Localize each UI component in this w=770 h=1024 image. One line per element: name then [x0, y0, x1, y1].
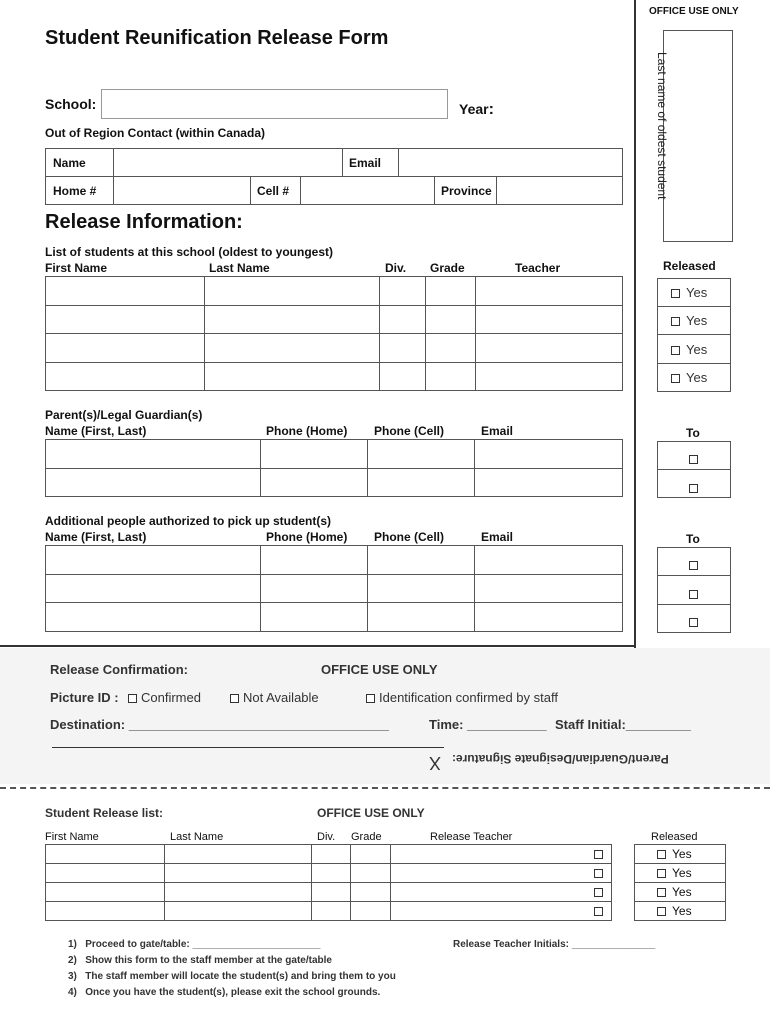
not-available-option[interactable]: Not Available [230, 690, 319, 705]
contact-province-input[interactable] [496, 176, 623, 205]
table-cell[interactable] [476, 306, 623, 334]
page-title: Student Reunification Release Form [45, 27, 389, 49]
office-use-only-header: OFFICE USE ONLY [649, 6, 739, 17]
students-header-teacher: Teacher [515, 261, 561, 275]
additional-header-cell: Phone (Cell) [374, 530, 445, 544]
table-row [46, 546, 623, 575]
cut-line [0, 787, 770, 789]
checkbox-icon [671, 374, 680, 383]
table-cell[interactable] [205, 277, 380, 306]
additional-header-name: Name (First, Last) [45, 530, 147, 544]
table-cell[interactable] [368, 575, 475, 603]
student-release-list-label: Student Release list: [45, 806, 164, 820]
office-divider-horizontal [0, 645, 636, 647]
checkbox-icon [689, 455, 698, 464]
table-cell[interactable] [475, 575, 623, 603]
checkbox-icon [594, 850, 603, 859]
table-cell[interactable] [312, 864, 351, 883]
table-cell[interactable] [46, 363, 205, 391]
table-cell[interactable] [312, 845, 351, 864]
table-cell[interactable] [351, 883, 391, 902]
contact-province-label: Province [441, 184, 492, 198]
staff-initial-field[interactable]: Staff Initial:_________ [555, 717, 691, 732]
table-cell[interactable] [46, 575, 261, 603]
table-cell[interactable] [46, 883, 165, 902]
table-cell[interactable] [46, 440, 261, 469]
table-cell[interactable] [391, 883, 612, 902]
release-info-heading: Release Information: [45, 211, 243, 233]
table-cell[interactable] [391, 845, 612, 864]
checkbox-icon [689, 561, 698, 570]
release-header-first: First Name [45, 831, 99, 843]
office-use-only-release: OFFICE USE ONLY [317, 806, 425, 820]
table-row [46, 334, 623, 363]
checkbox-icon [594, 869, 603, 878]
table-cell[interactable] [475, 546, 623, 575]
to-label-2: To [686, 532, 700, 546]
parents-header-email: Email [481, 424, 514, 438]
table-cell[interactable] [165, 902, 312, 921]
checkbox-icon [594, 907, 603, 916]
contact-cell-label: Cell # [257, 184, 290, 198]
to-checkbox-2 [689, 479, 704, 497]
signature-x: X [429, 753, 442, 773]
table-cell[interactable] [475, 603, 623, 632]
parents-header-home: Phone (Home) [266, 424, 348, 438]
checkbox-icon [657, 850, 666, 859]
table-cell[interactable] [46, 306, 205, 334]
release-header-teacher: Release Teacher [430, 831, 513, 843]
table-cell[interactable] [165, 845, 312, 864]
released-yes-cell[interactable]: Yes [635, 883, 726, 902]
students-header-last: Last Name [209, 261, 270, 275]
students-header-grade: Grade [430, 261, 465, 275]
table-cell[interactable] [426, 306, 476, 334]
table-cell[interactable] [261, 546, 368, 575]
confirmed-option[interactable]: Confirmed [128, 690, 201, 705]
table-row [635, 864, 726, 883]
table-cell[interactable] [426, 277, 476, 306]
to-checkbox-1 [689, 450, 704, 468]
table-cell[interactable] [391, 902, 612, 921]
checkbox-icon [689, 590, 698, 599]
table-cell[interactable] [46, 334, 205, 363]
table-cell[interactable] [312, 902, 351, 921]
released-yes-cell[interactable]: Yes [635, 902, 726, 921]
table-cell[interactable] [46, 546, 261, 575]
release-header-last: Last Name [170, 831, 224, 843]
table-row [635, 902, 726, 921]
table-cell[interactable] [261, 603, 368, 632]
students-header-div: Div. [385, 261, 407, 275]
release-confirmation-label: Release Confirmation: [50, 662, 188, 677]
table-row [46, 363, 623, 391]
table-cell[interactable] [46, 469, 261, 497]
released-yes-1-label: Yes [671, 285, 707, 300]
table-cell[interactable] [475, 469, 623, 497]
table-cell[interactable] [380, 277, 426, 306]
students-header-first: First Name [45, 261, 108, 275]
office-use-only-confirmation: OFFICE USE ONLY [321, 662, 438, 677]
instruction-1: 1) Proceed to gate/table: _______________________ [68, 939, 321, 950]
year-label: Year: [459, 101, 494, 118]
office-divider-vertical [634, 0, 636, 648]
release-teacher-initials[interactable]: Release Teacher Initials: _______________ [453, 939, 656, 950]
table-cell[interactable] [261, 575, 368, 603]
contact-name-label: Name [53, 156, 86, 170]
checkbox-icon [657, 869, 666, 878]
table-cell[interactable] [312, 883, 351, 902]
additional-title: Additional people authorized to pick up student(s) [45, 514, 331, 528]
table-cell[interactable] [391, 864, 612, 883]
checkbox-icon [657, 888, 666, 897]
contact-cell-input[interactable] [300, 176, 435, 205]
signature-line[interactable] [52, 747, 444, 748]
instruction-3: 3) The staff member will locate the student(s) and bring them to you [68, 971, 396, 982]
students-table [45, 276, 623, 391]
release-table [45, 844, 612, 921]
parents-title: Parent(s)/Legal Guardian(s) [45, 408, 203, 422]
time-field[interactable]: Time: ___________ [429, 717, 547, 732]
contact-name-input[interactable] [113, 148, 343, 177]
checkbox-icon [671, 289, 680, 298]
table-row [46, 575, 623, 603]
checkbox-icon [594, 888, 603, 897]
last-name-label: Last name of oldest student [655, 52, 669, 200]
contact-home-label: Home # [53, 184, 97, 198]
table-cell[interactable] [380, 334, 426, 363]
table-cell[interactable] [165, 883, 312, 902]
table-cell[interactable] [261, 440, 368, 469]
checkbox-icon [689, 484, 698, 493]
to-checkbox-3 [689, 556, 704, 574]
students-list-title: List of students at this school (oldest to youngest) [45, 245, 334, 259]
instruction-2: 2) Show this form to the staff member at the gate/table [68, 955, 332, 966]
destination-field[interactable]: Destination: ____________________________________ [50, 717, 390, 732]
checkbox-icon [366, 694, 375, 703]
last-name-box[interactable] [663, 30, 733, 242]
table-row [635, 883, 726, 902]
table-row [635, 845, 726, 864]
checkbox-icon [671, 346, 680, 355]
contact-email-input[interactable] [398, 148, 623, 177]
table-row [46, 306, 623, 334]
table-cell[interactable] [351, 864, 391, 883]
contact-home-input[interactable] [113, 176, 251, 205]
picture-id-label: Picture ID : [50, 690, 119, 705]
table-cell[interactable] [380, 363, 426, 391]
table-row [46, 603, 623, 632]
out-of-region-label: Out of Region Contact (within Canada) [45, 126, 265, 140]
checkbox-icon [128, 694, 137, 703]
additional-table [45, 545, 623, 632]
to-label-1: To [686, 426, 700, 440]
checkbox-icon [671, 317, 680, 326]
release-header-div: Div. [317, 831, 336, 843]
table-cell[interactable] [476, 334, 623, 363]
table-cell[interactable] [205, 363, 380, 391]
released-yes-4-label: Yes [671, 370, 707, 385]
table-cell[interactable] [46, 902, 165, 921]
school-input[interactable] [101, 89, 448, 119]
to-checkbox-5 [689, 613, 704, 631]
table-row [46, 864, 612, 883]
release-header-released: Released [651, 831, 698, 843]
table-cell[interactable] [475, 440, 623, 469]
released-label: Released [663, 259, 716, 273]
release-header-grade: Grade [351, 831, 382, 843]
parents-header-cell: Phone (Cell) [374, 424, 445, 438]
released-yes-3-label: Yes [671, 342, 707, 357]
parents-header-name: Name (First, Last) [45, 424, 147, 438]
table-cell[interactable] [205, 334, 380, 363]
table-cell[interactable] [46, 864, 165, 883]
to-checkbox-4 [689, 585, 704, 603]
table-cell[interactable] [46, 845, 165, 864]
id-confirmed-option[interactable]: Identification confirmed by staff [366, 690, 558, 705]
table-cell[interactable] [476, 277, 623, 306]
contact-email-label: Email [349, 156, 382, 170]
signature-label: Parent/Guardian/Designate Signature: [452, 752, 669, 766]
table-cell[interactable] [368, 603, 475, 632]
table-row [46, 902, 612, 921]
instruction-4: 4) Once you have the student(s), please exit the school grounds. [68, 987, 381, 998]
table-cell[interactable] [476, 363, 623, 391]
released-yes-cell[interactable]: Yes [635, 845, 726, 864]
table-cell[interactable] [368, 440, 475, 469]
table-cell[interactable] [46, 603, 261, 632]
school-label: School: [45, 96, 97, 112]
released-yes-2-label: Yes [671, 313, 707, 328]
table-row [46, 845, 612, 864]
additional-header-home: Phone (Home) [266, 530, 348, 544]
additional-header-email: Email [481, 530, 514, 544]
parents-table [45, 439, 623, 497]
table-row [46, 883, 612, 902]
table-row [46, 440, 623, 469]
table-cell[interactable] [165, 864, 312, 883]
release-released-table [634, 844, 726, 921]
checkbox-icon [657, 907, 666, 916]
table-row [46, 469, 623, 497]
table-cell[interactable] [46, 277, 205, 306]
table-cell[interactable] [351, 845, 391, 864]
table-row [46, 277, 623, 306]
table-cell[interactable] [380, 306, 426, 334]
table-cell[interactable] [205, 306, 380, 334]
table-cell[interactable] [261, 469, 368, 497]
checkbox-icon [230, 694, 239, 703]
table-cell[interactable] [368, 469, 475, 497]
checkbox-icon [689, 618, 698, 627]
table-cell[interactable] [368, 546, 475, 575]
table-cell[interactable] [351, 902, 391, 921]
table-cell[interactable] [426, 363, 476, 391]
released-yes-cell[interactable]: Yes [635, 864, 726, 883]
table-cell[interactable] [426, 334, 476, 363]
